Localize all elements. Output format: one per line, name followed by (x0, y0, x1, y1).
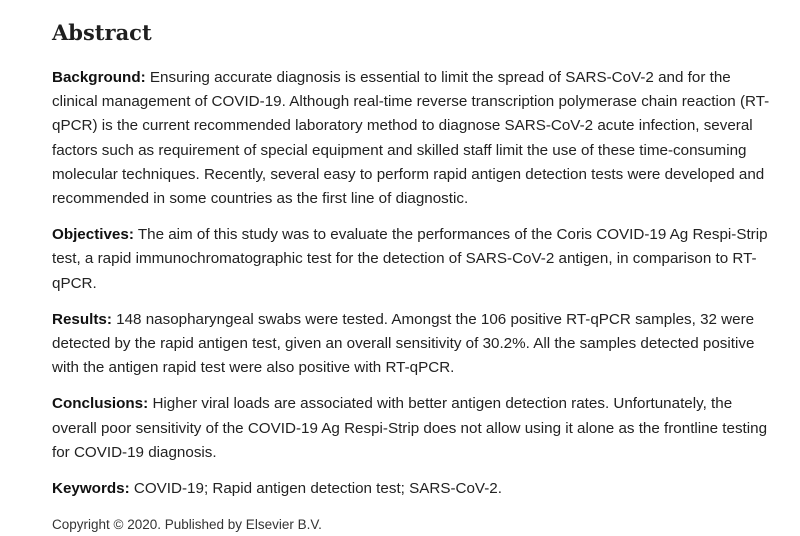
background-section (52, 66, 770, 211)
objectives-section (52, 223, 770, 296)
keywords-label: Keywords: (52, 480, 130, 498)
objectives-label: Objectives: (52, 226, 134, 244)
conclusions-label: Conclusions: (52, 395, 149, 413)
results-section (52, 308, 770, 381)
copyright-notice: Copyright © 2020. Published by Elsevier B.V. (52, 517, 322, 533)
results-text: 148 nasopharyngeal swabs were tested. Amongst the 106 positive RT-qPCR samples, 32 were detected by the rapid antigen test, given an overall sensitivity of 30.2%. All the samples detected positive with the antigen rapid test were also positive with RT-qPCR. (52, 310, 755, 377)
keywords-section (52, 477, 770, 501)
objectives-text: The aim of this study was to evaluate the performances of the Coris COVID-19 Ag Respi-Strip test, a rapid immunochromatographic test for the detection of SARS-CoV-2 antigen, in comparison to RT-qPCR. (52, 226, 768, 292)
results-label: Results: (52, 310, 112, 328)
background-text: Ensuring accurate diagnosis is essential to limit the spread of SARS-CoV-2 and for the clinical management of COVID-19. Although real-time reverse transcription polymerase chain reaction (RT- qPCR) is the current recommended laboratory method to diagnose SARS-CoV-2 acute infection, several factors such as requirement of special equipment and skilled staff limit the use of these time-consuming molecular techniques. Recently, several easy to perform rapid antigen detection tests were developed and recommended in some countries as the first line of diagnostic. (52, 69, 770, 208)
conclusions-text: Higher viral loads are associated with better antigen detection rates. Unfortunately, the overall poor sensitivity of the COVID-19 Ag Respi-Strip does not allow using it alone as the frontline testing for COVID-19 diagnosis. (52, 395, 768, 461)
keywords-text: COVID-19; Rapid antigen detection test; SARS-CoV-2. (133, 480, 502, 498)
abstract-heading: Abstract (52, 20, 152, 45)
conclusions-section (52, 392, 770, 465)
background-label: Background: (52, 69, 146, 86)
